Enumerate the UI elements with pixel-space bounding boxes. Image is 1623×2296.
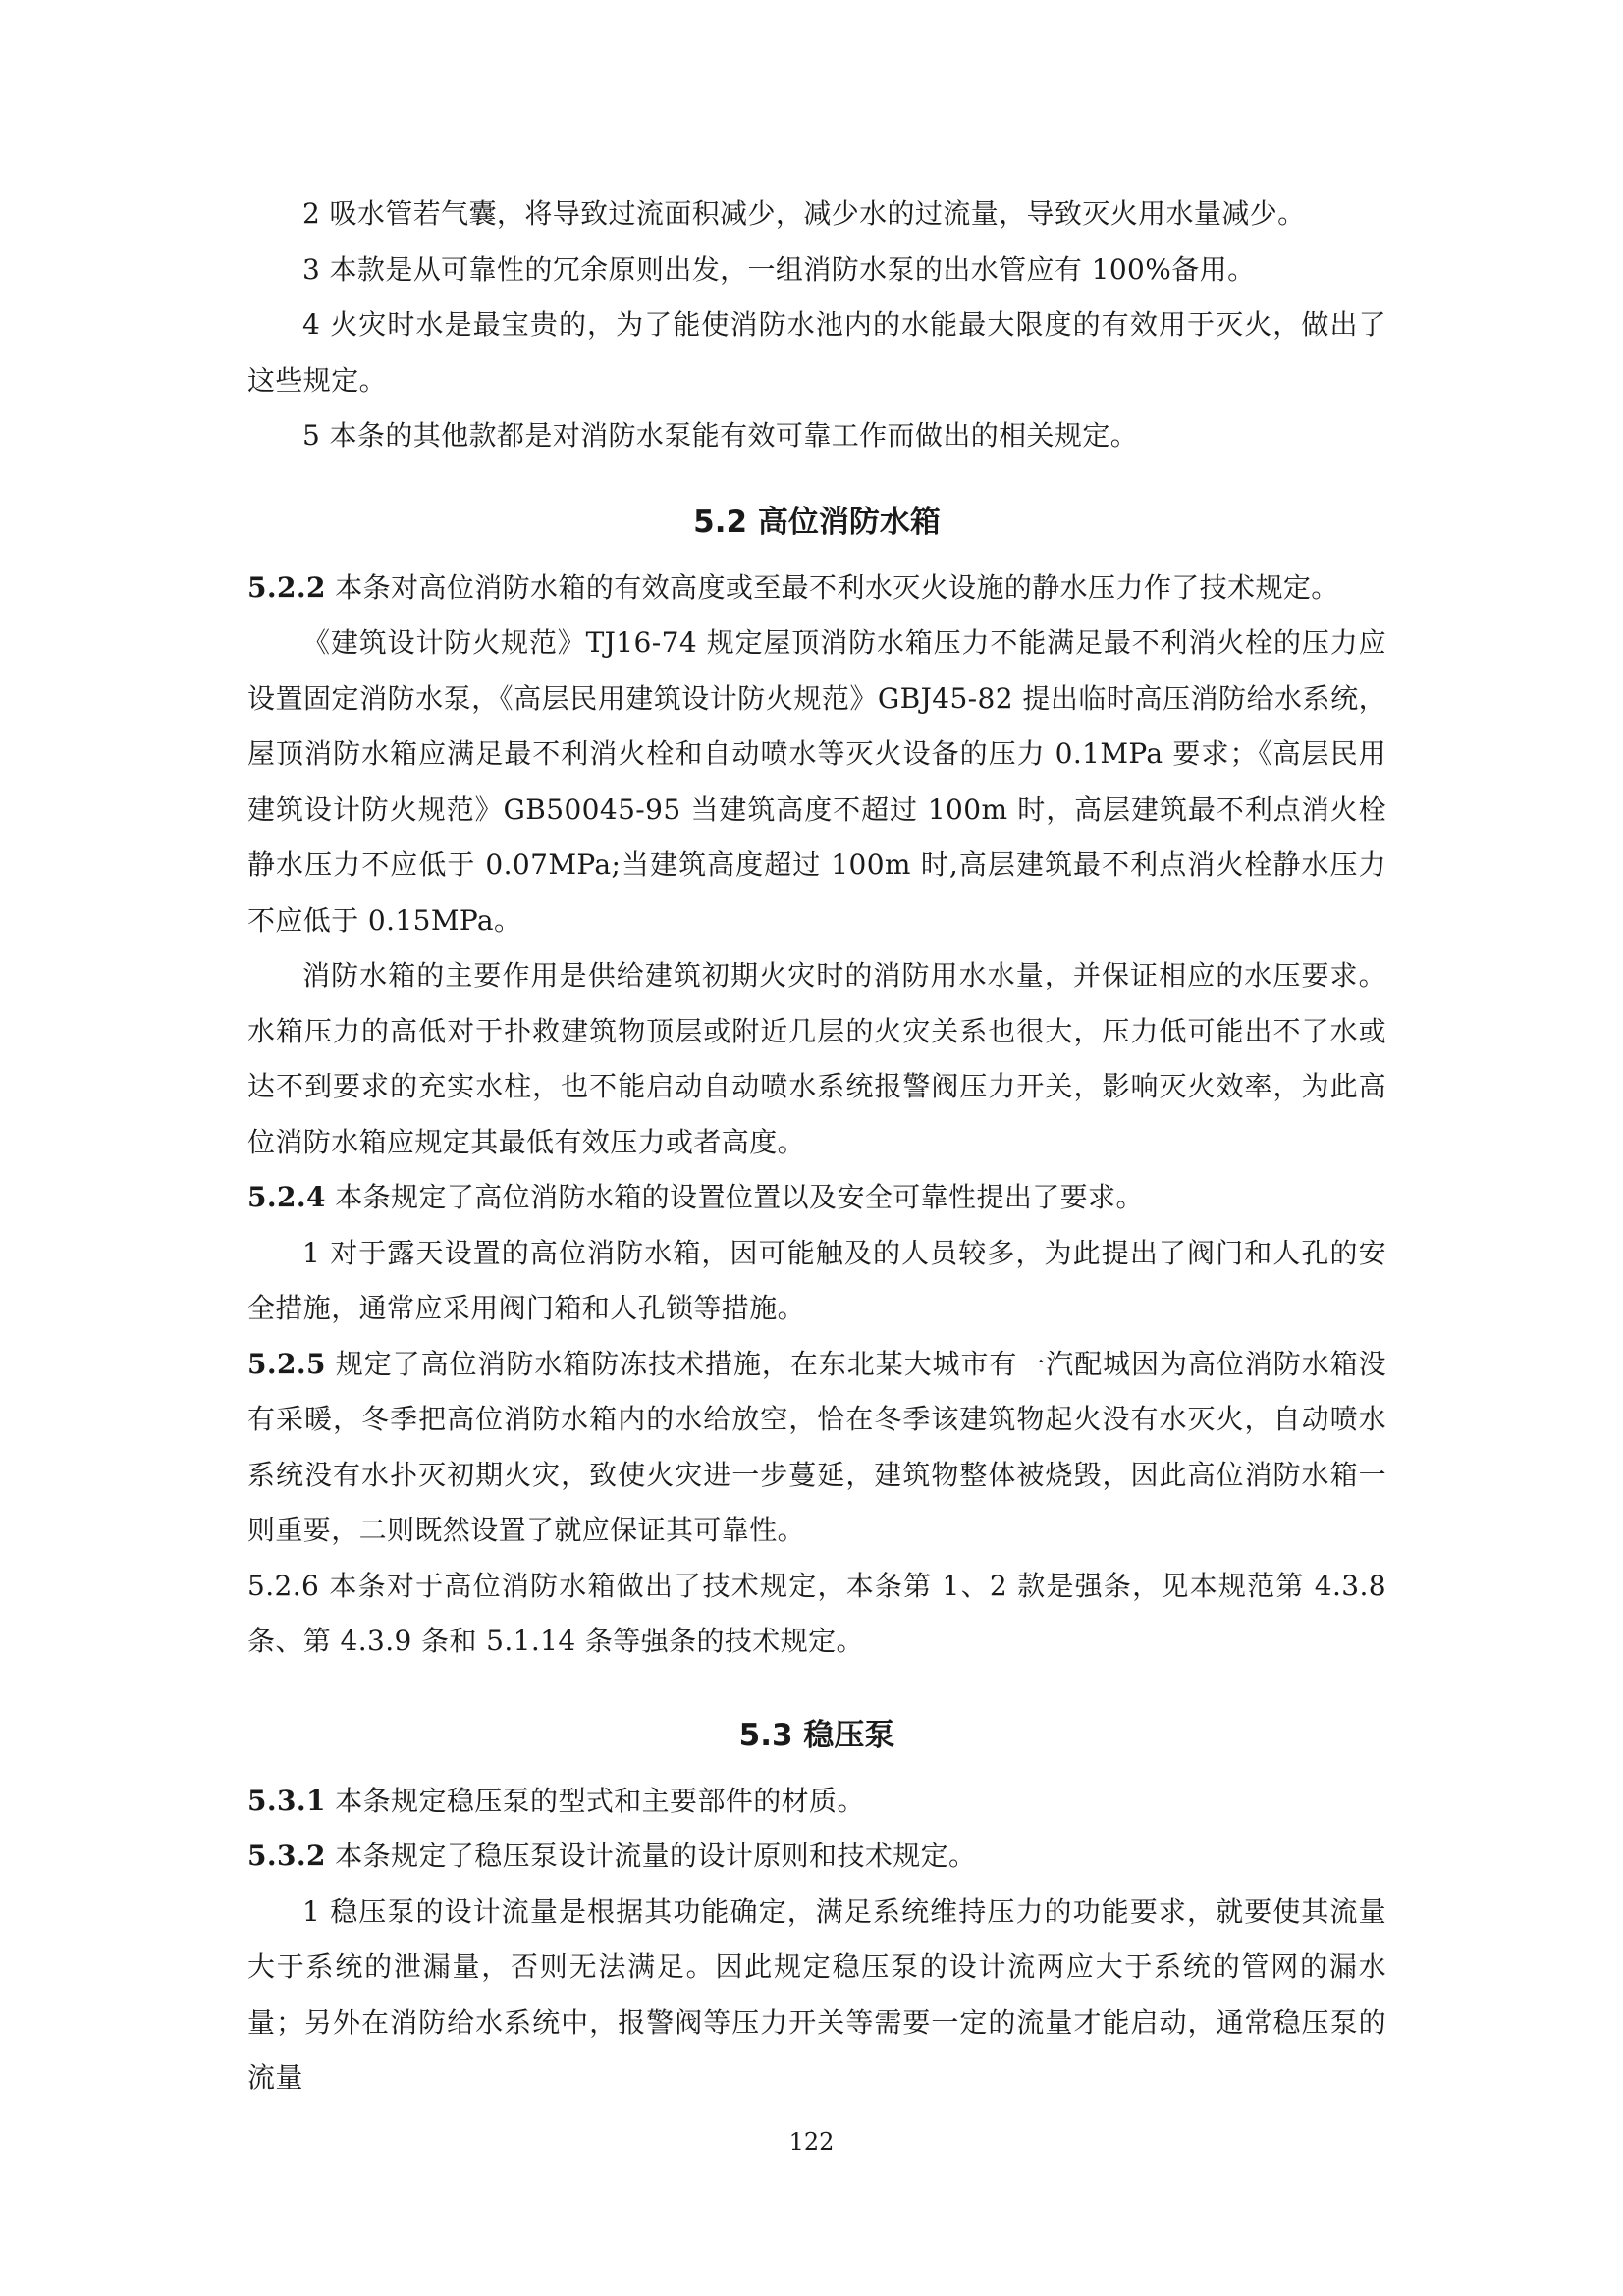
clause-5-2-2 — [247, 561, 1386, 616]
clause-5-2-6: 5.2.6 本条对于高位消防水箱做出了技术规定，本条第 1、2 款是强条，见本规范第 4.3.8 条、第 4.3.9 条和 5.1.14 条等强条的技术规定。 — [247, 1569, 1386, 1657]
clause-number: 5.2.4 — [247, 1181, 326, 1213]
paragraph-purpose: 消防水箱的主要作用是供给建筑初期火灾时的消防用水水量，并保证相应的水压要求。水箱压力的高低对于扑救建筑物顶层或附近几层的火灾关系也很大，压力低可能出不了水或达不到要求的充实水柱，也不能启动自动喷水系统报警阀压力开关，影响灭火效率，为此高位消防水箱应规定其最低有效压力或者高度。 — [247, 959, 1386, 1158]
clause-5-3-1 — [247, 1774, 1386, 1830]
document-page — [247, 187, 1386, 2107]
clause-text: 本条对高位消防水箱的有效高度或至最不利水灭火设施的静水压力作了技术规定。 — [325, 570, 1339, 604]
paragraph-item-2: 2 吸水管若气囊，将导致过流面积减少，减少水的过流量，导致灭火用水量减少。 — [302, 197, 1306, 230]
paragraph-item-3: 3 本款是从可靠性的冗余原则出发，一组消防水泵的出水管应有 100%备用。 — [302, 252, 1256, 286]
clause-5-3-2 — [247, 1829, 1386, 1885]
section-title-5-3: 5.3 稳压泵 — [738, 1717, 895, 1753]
clause-text: 本条规定稳压泵的型式和主要部件的材质。 — [325, 1784, 865, 1817]
paragraph-item-5: 5 本条的其他款都是对消防水泵能有效可靠工作而做出的相关规定。 — [302, 419, 1139, 452]
clause-5-3-2-item-1: 1 稳压泵的设计流量是根据其功能确定，满足系统维持压力的功能要求，就要使其流量大于系统的泄漏量，否则无法满足。因此规定稳压泵的设计流两应大于系统的管网的漏水量；另外在消防给水系统中，报警阀等压力开关等需要一定的流量才能启动，通常稳压泵的流量 — [247, 1895, 1386, 2094]
clause-number: 5.3.2 — [247, 1840, 326, 1872]
page-number: 122 — [788, 2128, 835, 2156]
paragraph-history: 《建筑设计防火规范》TJ16-74 规定屋顶消防水箱压力不能满足最不利消火栓的压力应设置固定消防水泵，《高层民用建筑设计防火规范》GBJ45-82 提出临时高压消防给水系统，屋顶消防水箱应满足最不利消火栓和自动喷水等灭火设备的压力 0.1MPa 要求；《高层民用建筑设计防火规范》GB50045-95 当建筑高度不超过 100m 时，高层建筑最不利点消火栓静水压力不应低于 0.07MPa;当建筑高度超过 100m 时,高层建筑最不利点消火栓静水压力不应低于 0.15MPa。 — [247, 626, 1386, 936]
clause-number: 5.2.2 — [247, 570, 326, 604]
section-title-5-2: 5.2 高位消防水箱 — [693, 504, 941, 540]
clause-text: 规定了高位消防水箱防冻技术措施，在东北某大城市有一汽配城因为高位消防水箱没有采暖，冬季把高位消防水箱内的水给放空，恰在冬季该建筑物起火没有水灭火，自动喷水系统没有水扑灭初期火灾，致使火灾进一步蔓延，建筑物整体被烧毁，因此高位消防水箱一则重要，二则既然设置了就应保证其可靠性。 — [247, 1347, 1386, 1546]
clause-5-2-4-item-1: 1 对于露天设置的高位消防水箱，因可能触及的人员较多，为此提出了阀门和人孔的安全措施，通常应采用阀门箱和人孔锁等措施。 — [247, 1236, 1386, 1324]
clause-5-2-5 — [247, 1337, 1386, 1559]
clause-number: 5.3.1 — [247, 1784, 326, 1817]
clause-5-2-4 — [247, 1170, 1386, 1226]
clause-text: 本条规定了高位消防水箱的设置位置以及安全可靠性提出了要求。 — [325, 1181, 1144, 1213]
clause-number: 5.2.5 — [247, 1347, 326, 1380]
clause-text: 本条规定了稳压泵设计流量的设计原则和技术规定。 — [325, 1840, 977, 1872]
paragraph-item-4: 4 火灾时水是最宝贵的，为了能使消防水池内的水能最大限度的有效用于灭火，做出了这些规定。 — [247, 308, 1386, 397]
